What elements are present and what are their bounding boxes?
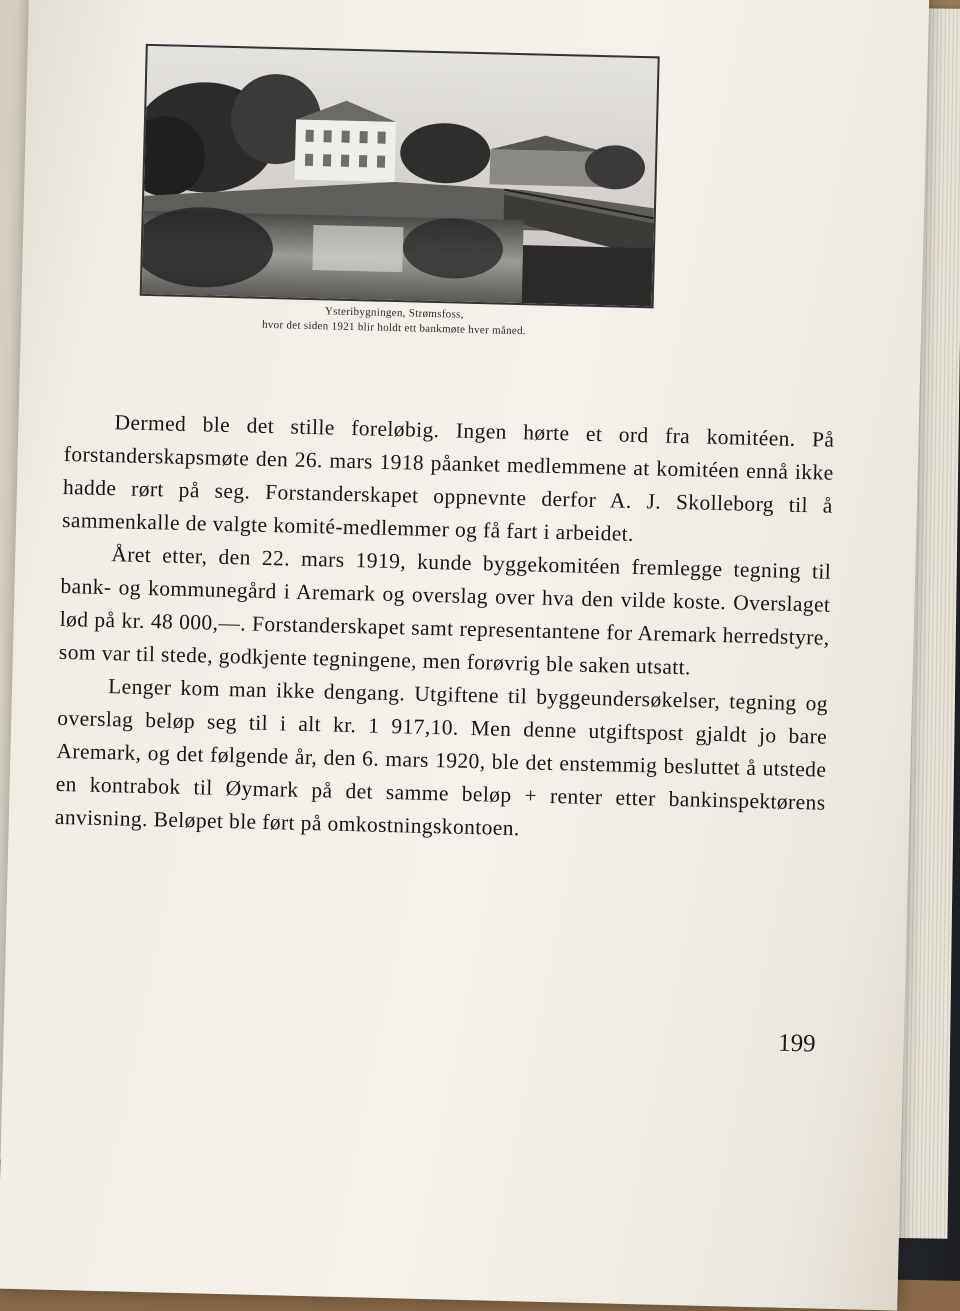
paragraph-1: Dermed ble det stille foreløbig. Ingen hørte et ord fra komitéen. På forstanderskapsmøte den 26. mars 1918 påanket medlemmene at komitéen ennå ikke hadde rørt på seg. Forstanderskapet oppnevnte derfor A. J. Skolleborg til å sammenkalle de valgte komité-medlemmer og få fart i arbeidet.	[61, 410, 835, 546]
page-number: 199	[777, 1029, 816, 1058]
paragraph-2: Året etter, den 22. mars 1919, kunde byggekomitéen fremlegge tegning til bank- og kommunegård i Aremark og overslag over hva den vilde koste. Overslaget lød på kr. 48 000,—. Forstanderskapet samt representantene for Aremark herredstyre, som var til stede, godkjente tegningene, men forøvrig ble saken utsatt.	[58, 542, 832, 680]
caption-line-2: hvor det siden 1921 blir holdt ett bankmøte hver måned.	[261, 318, 527, 338]
body-text	[55, 405, 835, 853]
caption-line-1: Ysteribygningen, Strømsfoss,	[324, 305, 464, 321]
photo-image	[142, 46, 658, 306]
paragraph-3: Lenger kom man ikke dengang. Utgiftene til byggeundersøkelser, tegning og overslag beløp seg til i alt kr. 1 917,10. Men denne utgiftspost gjaldt jo bare Aremark, og det følgende år, den 6. mars 1920, ble det enstemmig besluttet å utstede en kontrabok til Øymark på det samme beløp + renter etter bankinspektørens anvisning. Beløpet ble ført på omkostningskontoen.	[54, 674, 829, 841]
photograph	[140, 44, 660, 308]
